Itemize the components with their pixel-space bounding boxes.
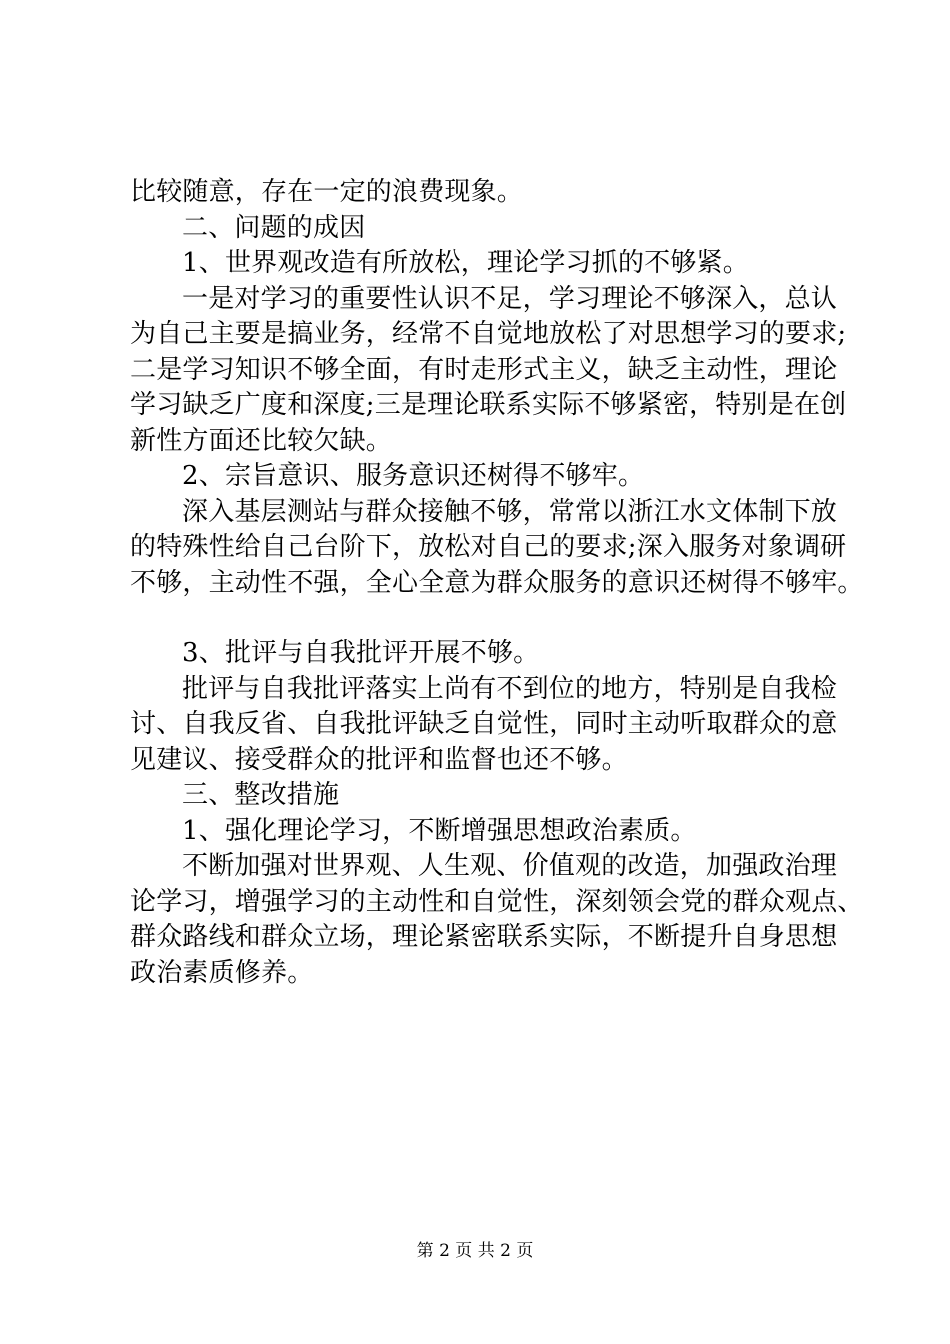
subsection-heading: 3、批评与自我批评开展不够。	[182, 638, 540, 668]
paragraph-line: 二是学习知识不够全面，有时走形式主义，缺乏主动性，理论	[130, 354, 838, 385]
paragraph-line: 学习缺乏广度和深度;三是理论联系实际不够紧密，特别是在创	[130, 390, 847, 420]
paragraph-line: 不断加强对世界观、人生观、价值观的改造，加强政治理	[182, 851, 838, 881]
page-number-footer: 第 2 页 共 2 页	[416, 1241, 534, 1261]
section-heading: 三、整改措施	[182, 780, 340, 810]
paragraph-line: 论学习，增强学习的主动性和自觉性，深刻领会党的群众观点、	[130, 886, 864, 917]
paragraph-line: 不够，主动性不强，全心全意为群众服务的意识还树得不够牢。	[130, 567, 864, 598]
subsection-heading: 1、世界观改造有所放松，理论学习抓的不够紧。	[182, 248, 749, 278]
paragraph-line: 政治素质修养。	[130, 957, 314, 988]
subsection-heading: 2、宗旨意识、服务意识还树得不够牢。	[182, 461, 645, 491]
section-heading: 二、问题的成因	[182, 212, 366, 243]
document-body	[130, 175, 870, 991]
blank-line	[130, 601, 870, 636]
paragraph-line: 比较随意，存在一定的浪费现象。	[130, 177, 524, 207]
paragraph-line: 一是对学习的重要性认识不足，学习理论不够深入，总认	[182, 283, 838, 314]
paragraph-line: 深入基层测站与群众接触不够，常常以浙江水文体制下放	[182, 496, 838, 527]
paragraph-line: 讨、自我反省、自我批评缺乏自觉性，同时主动听取群众的意	[130, 709, 838, 739]
paragraph-line: 群众路线和群众立场，理论紧密联系实际，不断提升自身思想	[130, 922, 838, 952]
subsection-heading: 1、强化理论学习，不断增强思想政治素质。	[182, 815, 697, 846]
paragraph-line: 批评与自我批评落实上尚有不到位的地方，特别是自我检	[182, 673, 838, 704]
paragraph-line: 见建议、接受群众的批评和监督也还不够。	[130, 744, 628, 775]
paragraph-line: 为自己主要是搞业务，经常不自觉地放松了对思想学习的要求;	[130, 319, 847, 349]
paragraph-line: 新性方面还比较欠缺。	[130, 425, 393, 456]
paragraph-line: 的特殊性给自己台阶下，放松对自己的要求;深入服务对象调研	[130, 532, 847, 562]
